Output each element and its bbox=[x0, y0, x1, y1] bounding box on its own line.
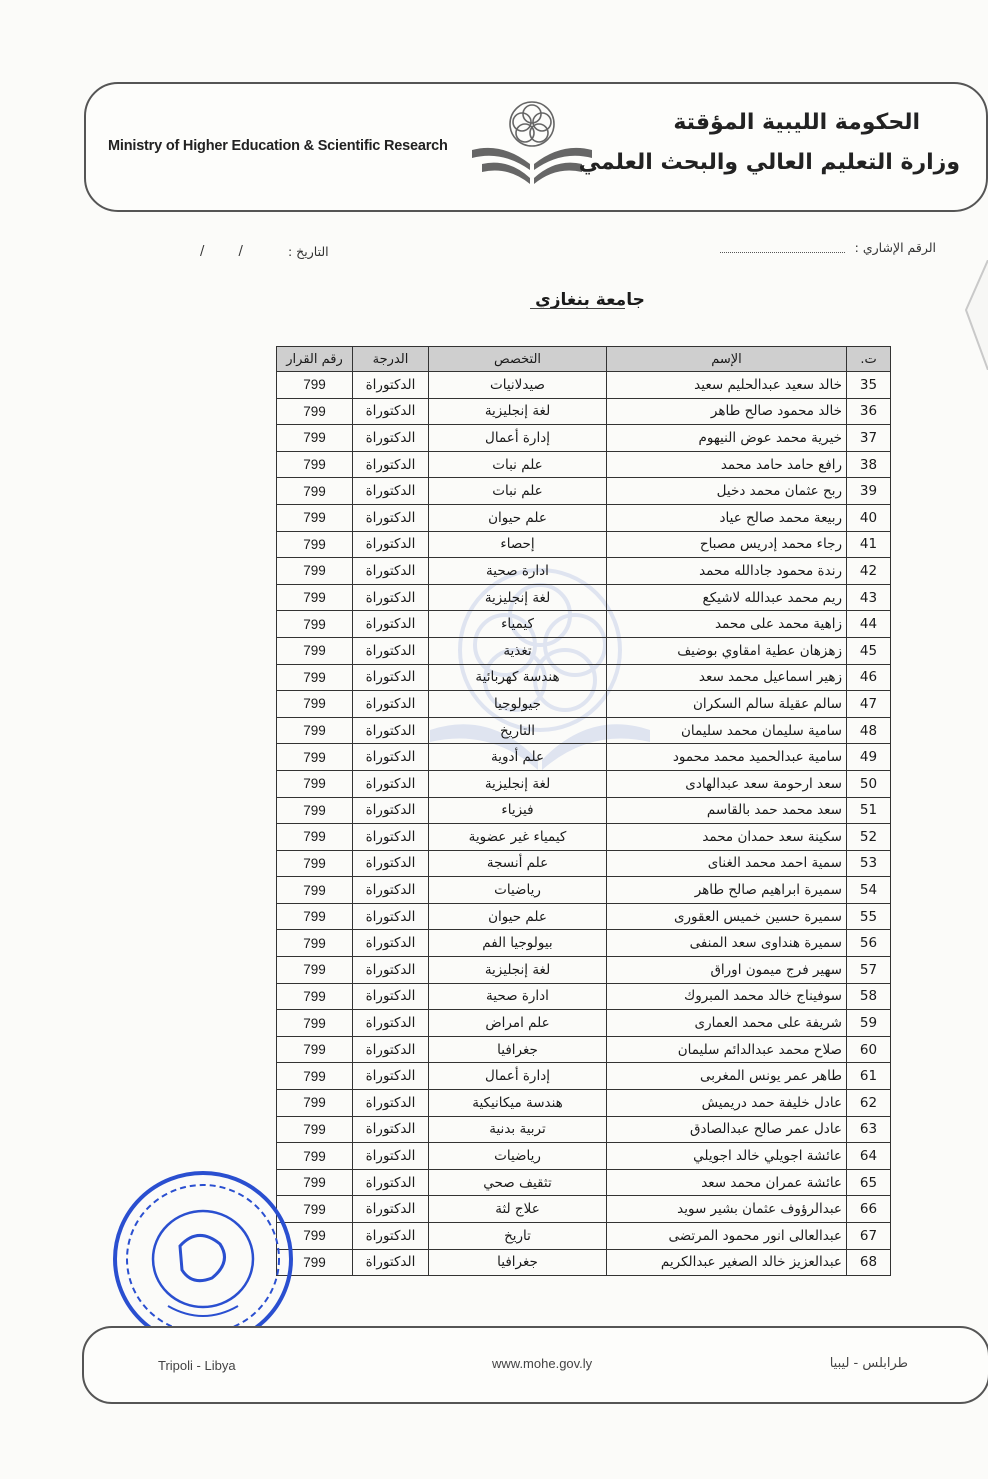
cell-decision: 799 bbox=[277, 478, 353, 505]
table-row bbox=[277, 425, 891, 452]
date-value: / / bbox=[200, 244, 243, 259]
cell-name: سميرة هنداوى سعد المنفى bbox=[607, 930, 847, 957]
table-row bbox=[277, 983, 891, 1010]
cell-decision: 799 bbox=[277, 1063, 353, 1090]
cell-decision: 799 bbox=[277, 903, 353, 930]
table-row bbox=[277, 797, 891, 824]
cell-degree: الدكتوراة bbox=[353, 1036, 429, 1063]
table-row bbox=[277, 531, 891, 558]
cell-no: 60 bbox=[847, 1036, 891, 1063]
cell-specialty: علم نبات bbox=[429, 451, 607, 478]
cell-decision: 799 bbox=[277, 770, 353, 797]
table-row bbox=[277, 1169, 891, 1196]
cell-specialty: صيدلانيات bbox=[429, 372, 607, 399]
table-row bbox=[277, 1090, 891, 1117]
table-row bbox=[277, 398, 891, 425]
reference-number-label: الرقم الإشاري : bbox=[854, 240, 936, 255]
table-header-row bbox=[277, 347, 891, 372]
cell-name: سالم عقيلة سالم السكران bbox=[607, 691, 847, 718]
cell-degree: الدكتوراة bbox=[353, 451, 429, 478]
cell-no: 65 bbox=[847, 1169, 891, 1196]
cell-name: ربح عثمان محمد دخيل bbox=[607, 478, 847, 505]
cell-no: 48 bbox=[847, 717, 891, 744]
cell-degree: الدكتوراة bbox=[353, 957, 429, 984]
cell-no: 56 bbox=[847, 930, 891, 957]
cell-decision: 799 bbox=[277, 637, 353, 664]
cell-name: سميرة ابراهيم صالح طاهر bbox=[607, 877, 847, 904]
cell-name: سوفيناج خالد محمد المبروك bbox=[607, 983, 847, 1010]
cell-decision: 799 bbox=[277, 1116, 353, 1143]
cell-degree: الدكتوراة bbox=[353, 1196, 429, 1223]
cell-decision: 799 bbox=[277, 691, 353, 718]
table-body bbox=[277, 372, 891, 1276]
cell-decision: 799 bbox=[277, 1196, 353, 1223]
cell-decision: 799 bbox=[277, 1090, 353, 1117]
cell-specialty: إدارة أعمال bbox=[429, 425, 607, 452]
ministry-name-ar: وزارة التعليم العالي والبحث العلمي bbox=[578, 150, 960, 175]
table-row bbox=[277, 1143, 891, 1170]
cell-name: سعد ارحومة سعد عبدالهادى bbox=[607, 770, 847, 797]
cell-name: شريفة على محمد العمارى bbox=[607, 1010, 847, 1037]
cell-no: 38 bbox=[847, 451, 891, 478]
cell-decision: 799 bbox=[277, 744, 353, 771]
cell-decision: 799 bbox=[277, 1010, 353, 1037]
date-label: التاريخ : bbox=[288, 244, 329, 259]
cell-no: 67 bbox=[847, 1223, 891, 1250]
cell-specialty: لغة إنجليزية bbox=[429, 770, 607, 797]
cell-specialty: علم نبات bbox=[429, 478, 607, 505]
cell-name: خيرية محمد عوض النيهوم bbox=[607, 425, 847, 452]
col-header-no: ت. bbox=[847, 347, 891, 372]
cell-decision: 799 bbox=[277, 451, 353, 478]
cell-degree: الدكتوراة bbox=[353, 1169, 429, 1196]
cell-specialty: تثقيف صحي bbox=[429, 1169, 607, 1196]
cell-degree: الدكتوراة bbox=[353, 1063, 429, 1090]
cell-no: 41 bbox=[847, 531, 891, 558]
cell-name: عبدالعالى انور محمود المرتضى bbox=[607, 1223, 847, 1250]
cell-name: خالد سعيد عبدالحليم سعيد bbox=[607, 372, 847, 399]
cell-specialty: التاريخ bbox=[429, 717, 607, 744]
cell-degree: الدكتوراة bbox=[353, 504, 429, 531]
cell-specialty: ادارة صحية bbox=[429, 558, 607, 585]
cell-decision: 799 bbox=[277, 824, 353, 851]
cell-name: صلاح محمد عبدالدائم سليمان bbox=[607, 1036, 847, 1063]
cell-no: 40 bbox=[847, 504, 891, 531]
cell-decision: 799 bbox=[277, 584, 353, 611]
cell-decision: 799 bbox=[277, 717, 353, 744]
cell-decision: 799 bbox=[277, 1249, 353, 1276]
cell-specialty: رياضيات bbox=[429, 877, 607, 904]
cell-decision: 799 bbox=[277, 425, 353, 452]
cell-specialty: رياضيات bbox=[429, 1143, 607, 1170]
university-title: جامعة بنغازي bbox=[535, 290, 645, 310]
cell-specialty: هندسة ميكانيكية bbox=[429, 1090, 607, 1117]
cell-decision: 799 bbox=[277, 1036, 353, 1063]
cell-degree: الدكتوراة bbox=[353, 983, 429, 1010]
table-row bbox=[277, 717, 891, 744]
cell-degree: الدكتوراة bbox=[353, 877, 429, 904]
cell-name: سعد محمد حمد بالقاسم bbox=[607, 797, 847, 824]
cell-no: 64 bbox=[847, 1143, 891, 1170]
graduates-table bbox=[276, 346, 891, 1276]
cell-no: 37 bbox=[847, 425, 891, 452]
official-stamp bbox=[108, 1166, 298, 1352]
table-row bbox=[277, 451, 891, 478]
cell-no: 59 bbox=[847, 1010, 891, 1037]
cell-name: ريم محمد عبدالله لاشيكع bbox=[607, 584, 847, 611]
cell-decision: 799 bbox=[277, 398, 353, 425]
cell-specialty: إدارة أعمال bbox=[429, 1063, 607, 1090]
cell-name: سامية سليمان محمد سليمان bbox=[607, 717, 847, 744]
cell-name: عبدالعزيز خالد الصغير عبدالكريم bbox=[607, 1249, 847, 1276]
cell-specialty: جغرافيا bbox=[429, 1036, 607, 1063]
cell-specialty: علاج لثة bbox=[429, 1196, 607, 1223]
cell-specialty: كيمياء bbox=[429, 611, 607, 638]
cell-degree: الدكتوراة bbox=[353, 425, 429, 452]
cell-degree: الدكتوراة bbox=[353, 558, 429, 585]
table-row bbox=[277, 930, 891, 957]
cell-decision: 799 bbox=[277, 372, 353, 399]
cell-name: زهير اسماعيل محمد سعد bbox=[607, 664, 847, 691]
table-row bbox=[277, 691, 891, 718]
cell-degree: الدكتوراة bbox=[353, 637, 429, 664]
cell-no: 46 bbox=[847, 664, 891, 691]
cell-decision: 799 bbox=[277, 983, 353, 1010]
cell-degree: الدكتوراة bbox=[353, 691, 429, 718]
cell-degree: الدكتوراة bbox=[353, 478, 429, 505]
cell-decision: 799 bbox=[277, 611, 353, 638]
table-row bbox=[277, 504, 891, 531]
cell-no: 44 bbox=[847, 611, 891, 638]
cell-degree: الدكتوراة bbox=[353, 372, 429, 399]
ministry-logo-icon bbox=[468, 98, 596, 198]
footer-website: www.mohe.gov.ly bbox=[492, 1356, 593, 1371]
cell-specialty: ادارة صحية bbox=[429, 983, 607, 1010]
ministry-name-en: Ministry of Higher Education & Scientific Research bbox=[108, 138, 448, 154]
cell-decision: 799 bbox=[277, 531, 353, 558]
cell-specialty: تاريخ bbox=[429, 1223, 607, 1250]
reference-number-line bbox=[720, 252, 845, 253]
cell-no: 49 bbox=[847, 744, 891, 771]
cell-no: 62 bbox=[847, 1090, 891, 1117]
cell-specialty: علم أدوية bbox=[429, 744, 607, 771]
cell-no: 43 bbox=[847, 584, 891, 611]
cell-specialty: علم أنسجة bbox=[429, 850, 607, 877]
cell-no: 39 bbox=[847, 478, 891, 505]
table-row bbox=[277, 1036, 891, 1063]
table-row bbox=[277, 1063, 891, 1090]
cell-decision: 799 bbox=[277, 877, 353, 904]
cell-specialty: إحصاء bbox=[429, 531, 607, 558]
cell-degree: الدكتوراة bbox=[353, 531, 429, 558]
cell-decision: 799 bbox=[277, 1143, 353, 1170]
cell-no: 66 bbox=[847, 1196, 891, 1223]
cell-decision: 799 bbox=[277, 1169, 353, 1196]
government-name-ar: الحكومة الليبية المؤقتة bbox=[673, 110, 920, 135]
cell-no: 68 bbox=[847, 1249, 891, 1276]
table-row bbox=[277, 478, 891, 505]
footer-city-ar: طرابلس - ليبيا bbox=[829, 1356, 908, 1371]
cell-decision: 799 bbox=[277, 850, 353, 877]
cell-no: 45 bbox=[847, 637, 891, 664]
col-header-degree: الدرجة bbox=[353, 347, 429, 372]
cell-specialty: تغذية bbox=[429, 637, 607, 664]
cell-no: 61 bbox=[847, 1063, 891, 1090]
cell-degree: الدكتوراة bbox=[353, 1249, 429, 1276]
cell-decision: 799 bbox=[277, 558, 353, 585]
cell-no: 35 bbox=[847, 372, 891, 399]
cell-decision: 799 bbox=[277, 664, 353, 691]
table-row bbox=[277, 877, 891, 904]
col-header-specialty: التخصص bbox=[429, 347, 607, 372]
cell-specialty: بيولوجيا الفم bbox=[429, 930, 607, 957]
table-row bbox=[277, 584, 891, 611]
cell-name: خالد محمود صالح طاهر bbox=[607, 398, 847, 425]
cell-no: 55 bbox=[847, 903, 891, 930]
cell-no: 63 bbox=[847, 1116, 891, 1143]
cell-specialty: علم حيوان bbox=[429, 903, 607, 930]
cell-decision: 799 bbox=[277, 797, 353, 824]
cell-decision: 799 bbox=[277, 504, 353, 531]
cell-name: سهير فرج ميمون اوراق bbox=[607, 957, 847, 984]
table-row bbox=[277, 850, 891, 877]
table-row bbox=[277, 1196, 891, 1223]
cell-specialty: جغرافيا bbox=[429, 1249, 607, 1276]
cell-specialty: لغة إنجليزية bbox=[429, 957, 607, 984]
cell-name: طاهر عمر يونس المغربى bbox=[607, 1063, 847, 1090]
cell-no: 52 bbox=[847, 824, 891, 851]
cell-specialty: تربية بدنية bbox=[429, 1116, 607, 1143]
cell-degree: الدكتوراة bbox=[353, 744, 429, 771]
table-row bbox=[277, 558, 891, 585]
cell-degree: الدكتوراة bbox=[353, 797, 429, 824]
cell-decision: 799 bbox=[277, 930, 353, 957]
table-row bbox=[277, 611, 891, 638]
cell-name: عبدالرؤوف عثمان بشير سويد bbox=[607, 1196, 847, 1223]
cell-degree: الدكتوراة bbox=[353, 824, 429, 851]
cell-specialty: علم حيوان bbox=[429, 504, 607, 531]
cell-no: 57 bbox=[847, 957, 891, 984]
table-row bbox=[277, 1249, 891, 1276]
cell-specialty: كيمياء غير عضوية bbox=[429, 824, 607, 851]
table-row bbox=[277, 903, 891, 930]
cell-degree: الدكتوراة bbox=[353, 1143, 429, 1170]
table-row bbox=[277, 770, 891, 797]
cell-no: 53 bbox=[847, 850, 891, 877]
cell-name: زاهية محمد على محمد bbox=[607, 611, 847, 638]
cell-degree: الدكتوراة bbox=[353, 850, 429, 877]
page-curl-edge bbox=[962, 260, 988, 370]
cell-name: سميرة حسين خميس العقورى bbox=[607, 903, 847, 930]
cell-degree: الدكتوراة bbox=[353, 1010, 429, 1037]
table-row bbox=[277, 744, 891, 771]
table-row bbox=[277, 1010, 891, 1037]
cell-degree: الدكتوراة bbox=[353, 584, 429, 611]
cell-name: عائشة عمران محمد سعد bbox=[607, 1169, 847, 1196]
cell-specialty: لغة إنجليزية bbox=[429, 398, 607, 425]
cell-specialty: فيزياء bbox=[429, 797, 607, 824]
table-row bbox=[277, 824, 891, 851]
cell-name: سمية احمد محمد الغناى bbox=[607, 850, 847, 877]
cell-name: عائشة اجويلي خالد اجويلي bbox=[607, 1143, 847, 1170]
table-row bbox=[277, 637, 891, 664]
cell-degree: الدكتوراة bbox=[353, 903, 429, 930]
cell-no: 50 bbox=[847, 770, 891, 797]
cell-no: 47 bbox=[847, 691, 891, 718]
cell-name: سكينة سعد حمدان محمد bbox=[607, 824, 847, 851]
cell-specialty: جيولوجيا bbox=[429, 691, 607, 718]
cell-degree: الدكتوراة bbox=[353, 1223, 429, 1250]
cell-decision: 799 bbox=[277, 957, 353, 984]
cell-degree: الدكتوراة bbox=[353, 770, 429, 797]
footer-city-en: Tripoli - Libya bbox=[158, 1358, 236, 1373]
cell-name: زهزهان عطية امقاوي بوضيف bbox=[607, 637, 847, 664]
cell-specialty: علم امراض bbox=[429, 1010, 607, 1037]
cell-no: 42 bbox=[847, 558, 891, 585]
cell-no: 54 bbox=[847, 877, 891, 904]
cell-degree: الدكتوراة bbox=[353, 930, 429, 957]
cell-name: رافع حامد حامد محمد bbox=[607, 451, 847, 478]
cell-specialty: لغة إنجليزية bbox=[429, 584, 607, 611]
cell-decision: 799 bbox=[277, 1223, 353, 1250]
cell-name: عادل خليفة حمد دريميش bbox=[607, 1090, 847, 1117]
title-underline bbox=[530, 308, 625, 309]
table-row bbox=[277, 1116, 891, 1143]
cell-degree: الدكتوراة bbox=[353, 611, 429, 638]
cell-name: رندة محمود جادالله محمد bbox=[607, 558, 847, 585]
table-row bbox=[277, 664, 891, 691]
table-row bbox=[277, 372, 891, 399]
cell-name: رجاء محمد إدريس مصباح bbox=[607, 531, 847, 558]
table-row bbox=[277, 1223, 891, 1250]
col-header-name: الإسم bbox=[607, 347, 847, 372]
cell-no: 36 bbox=[847, 398, 891, 425]
table-row bbox=[277, 957, 891, 984]
cell-name: ربيعة محمد صالح عياد bbox=[607, 504, 847, 531]
cell-degree: الدكتوراة bbox=[353, 664, 429, 691]
col-header-decision: رقم القرار bbox=[277, 347, 353, 372]
cell-degree: الدكتوراة bbox=[353, 398, 429, 425]
cell-degree: الدكتوراة bbox=[353, 1090, 429, 1117]
cell-specialty: هندسة كهربائية bbox=[429, 664, 607, 691]
cell-no: 51 bbox=[847, 797, 891, 824]
cell-name: سامية عبدالحميد محمد محمود bbox=[607, 744, 847, 771]
cell-degree: الدكتوراة bbox=[353, 717, 429, 744]
cell-no: 58 bbox=[847, 983, 891, 1010]
cell-name: عادل عمر صالح عبدالصادق bbox=[607, 1116, 847, 1143]
cell-degree: الدكتوراة bbox=[353, 1116, 429, 1143]
